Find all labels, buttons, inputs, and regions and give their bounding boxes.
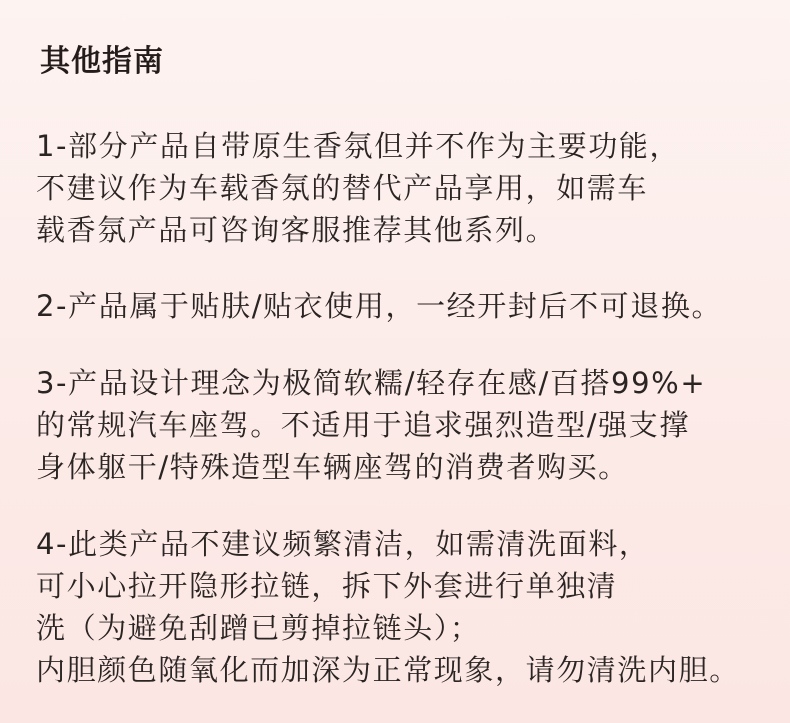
guide-3-line-1: 3-产品设计理念为极简软糯/轻存在感/百搭99%+ — [36, 366, 707, 400]
guide-4-line-1: 4-此类产品不建议频繁清洁，如需清洗面料， — [36, 527, 650, 561]
guide-2-line-1: 2-产品属于贴肤/贴衣使用，一经开封后不可退换。 — [36, 289, 723, 323]
guide-4-line-4: 内胆颜色随氧化而加深为正常现象，请勿清洗内胆。 — [36, 653, 740, 687]
guide-1-line-1: 1-部分产品自带原生香氛但并不作为主要功能， — [36, 129, 681, 163]
page-title: 其他指南 — [40, 44, 164, 79]
guide-3-line-2: 的常规汽车座驾。不适用于追求强烈造型/强支撑 — [36, 408, 690, 442]
guide-3-line-3: 身体躯干/特殊造型车辆座驾的消费者购买。 — [36, 450, 629, 484]
guide-4-line-3: 洗（为避免刮蹭已剪掉拉链头）； — [36, 611, 481, 645]
guide-4-line-2: 可小心拉开隐形拉链，拆下外套进行单独清 — [36, 569, 618, 603]
guide-1-line-3: 载香氛产品可咨询客服推荐其他系列。 — [36, 213, 557, 247]
guide-1-line-2: 不建议作为车载香氛的替代产品享用，如需车 — [36, 171, 649, 205]
